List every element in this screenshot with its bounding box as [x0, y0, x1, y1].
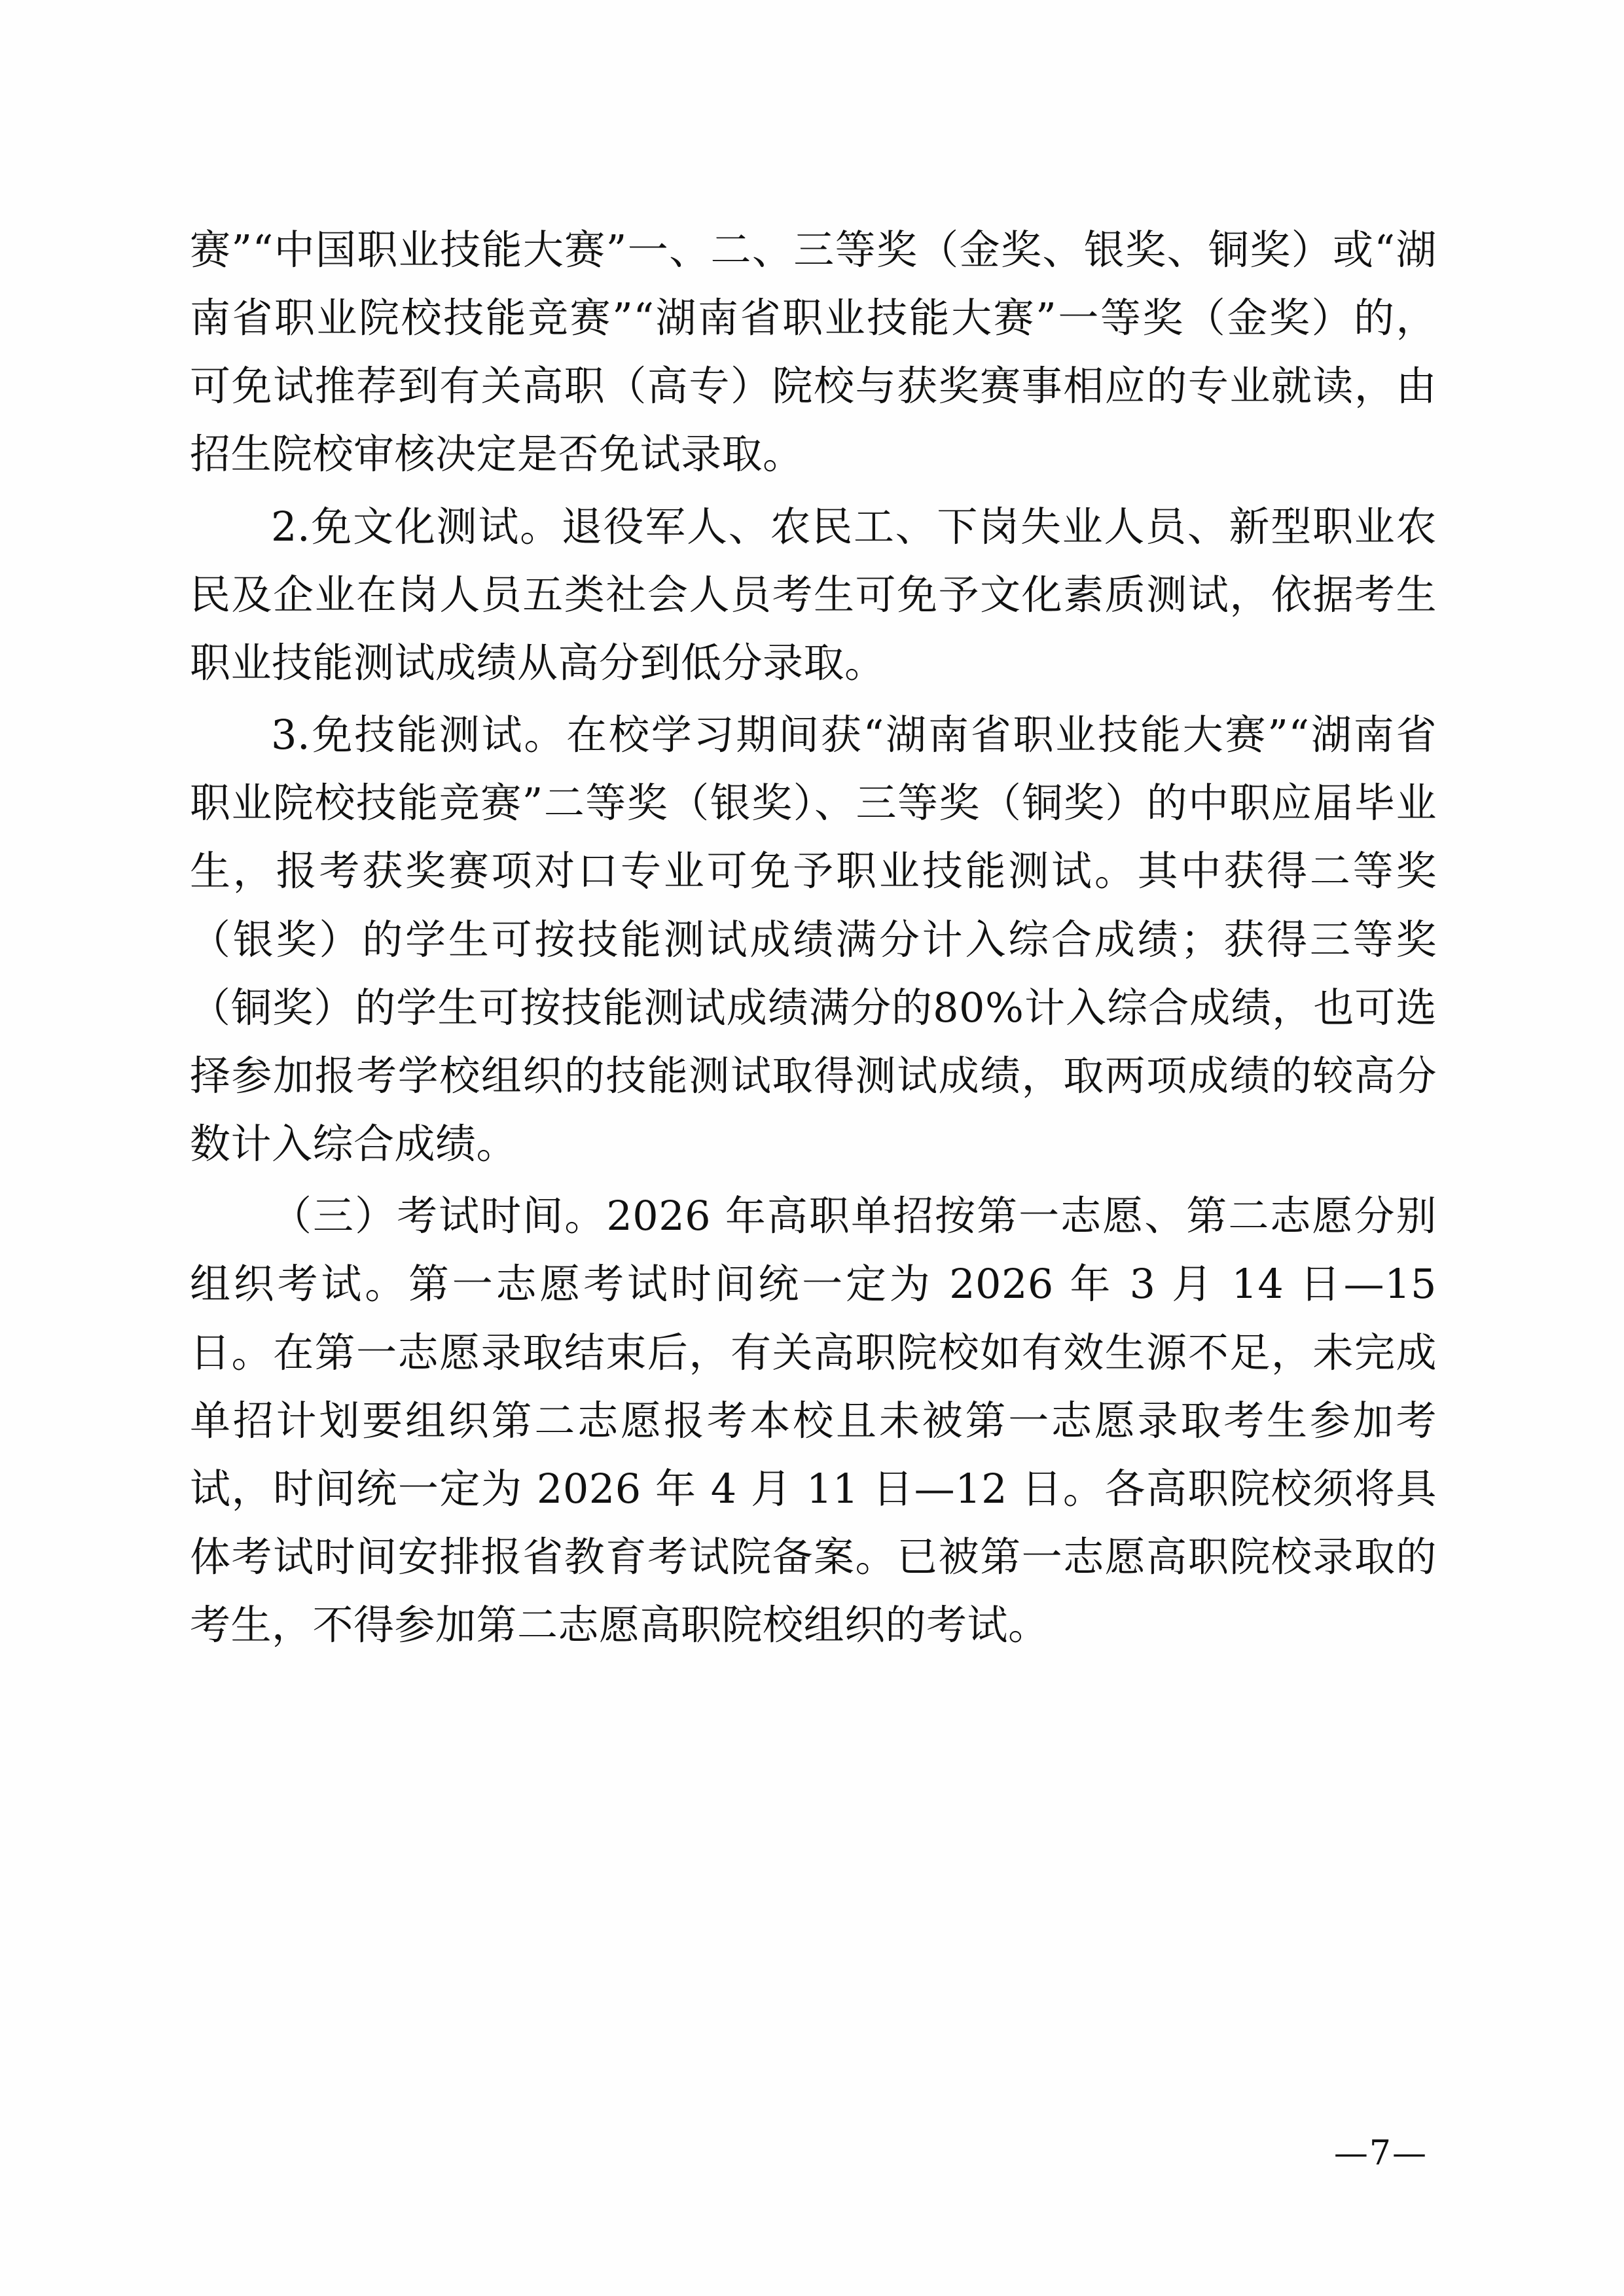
paragraph: 赛”“中国职业技能大赛”一、二、三等奖（金奖、银奖、铜奖）或“湖南省职业院校技能竞赛”“湖南省职业技能大赛”一等奖（金奖）的，可免试推荐到有关高职（高专）院校与获奖赛事相应的专业就读，由招生院校审核决定是否免试录取。 — [190, 226, 1437, 478]
paragraph: （三）考试时间。2026 年高职单招按第一志愿、第二志愿分别组织考试。第一志愿考试时间统一定为 2026 年 3 月 14 日—15日。在第一志愿录取结束后，有关高职院校如有效生源不足，未完成单招计划要组织第二志愿报考本校且未被第一志愿录取考生参加考试，时间统一定为 2026 年 4 月 11 日—12 日。各高职院校须将具体考试时间安排报省教育考试院备案。已被第一志愿高职院校录取的考生，不得参加第二志愿高职院校组织的考试。 — [190, 1192, 1437, 1649]
page-number: —7— — [1333, 2134, 1428, 2173]
paragraph: 2.免文化测试。退役军人、农民工、下岗失业人员、新型职业农民及企业在岗人员五类社会人员考生可免予文化素质测试，依据考生职业技能测试成绩从高分到低分录取。 — [190, 502, 1437, 687]
page-body — [190, 216, 1437, 1663]
paragraph: 3.免技能测试。在校学习期间获“湖南省职业技能大赛”“湖南省职业院校技能竞赛”二等奖（银奖）、三等奖（铜奖）的中职应届毕业生，报考获奖赛项对口专业可免予职业技能测试。其中获得二等奖（银奖）的学生可按技能测试成绩满分计入综合成绩；获得三等奖（铜奖）的学生可按技能测试成绩满分的80%计入综合成绩，也可选择参加报考学校组织的技能测试取得测试成绩，取两项成绩的较高分数计入综合成绩。 — [190, 711, 1437, 1168]
